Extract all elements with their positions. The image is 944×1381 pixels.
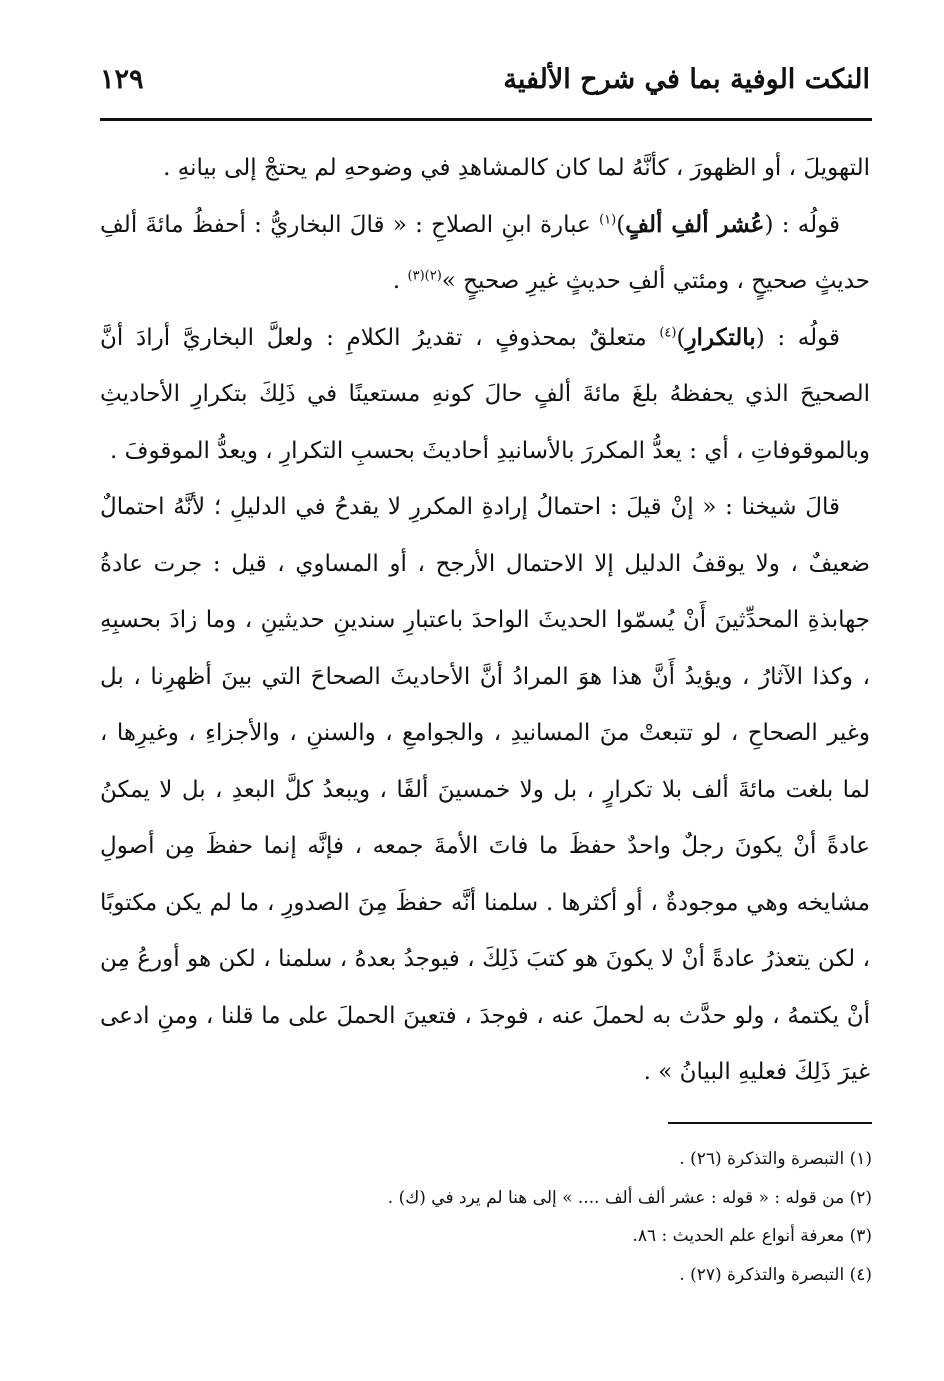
header-rule [100, 118, 872, 121]
footnote-ref: (١) [599, 211, 617, 227]
footnote-3: (٣) معرفة أنواع علم الحديث : ٨٦. [632, 1226, 872, 1246]
paragraph-1: التهويلَ ، أو الظهورَ ، كأنَّهُ لما كان كالمشاهدِ في وضوحهِ لم يحتجْ إلى بيانهِ . [163, 155, 870, 181]
paragraph-2-end: . [392, 268, 408, 294]
footnote-ref: (٢)(٣) [407, 268, 442, 284]
paragraph-2-text: عبارة ابنِ الصلاحِ : « قالَ البخاريُّ : أحفظُ مائةَ ألفِ حديثٍ صحيحٍ ، ومئتي ألفِ حديثٍ غيرِ صحيحٍ » [100, 211, 870, 294]
running-title: النكت الوفية بما في شرح الألفية [503, 64, 870, 95]
paragraph-4: قالَ شيخنا : « إنْ قيلَ : احتمالُ إرادةِ المكررِ لا يقدحُ في الدليلِ ؛ لأنَّهُ احتمالٌ ضعيفٌ ، ولا يوقفُ الدليل إلا الاحتمال الأرجح ، أو المساوي ، قيل : جرت عادةُ جهابذةِ المحدِّثينَ أَنْ يُسمّوا الحديثَ الواحدَ باعتبارِ سندينِ حديثينِ ، وما زادَ بحسبِهِ ، وكذا الآثارُ ، ويؤيدُ أَنَّ هذا هوَ المرادُ أنَّ الأحاديثَ الصحاحَ التي بينَ أظهرِنا ، بل وغير الصحاحِ ، لو تتبعتْ منَ المسانيدِ ، والجوامعِ ، والسننِ ، والأجزاءِ ، وغيرِها ، لما بلغت مائةَ ألف بلا تكرارٍ ، بل ولا خمسينَ ألفًا ، ويبعدُ كلَّ البعدِ ، بل لا يمكنُ عادةً أنْ يكونَ رجلٌ واحدٌ حفظَ ما فاتَ الأمةَ جمعه ، فإنَّه إنما حفظَ مِن أصولِ مشايخه وهي موجودةٌ ، أو أكثرها . سلمنا أنَّه حفظَ مِنَ الصدورِ ، ما لم يكن مكتوبًا ، لكن يتعذرُ عادةً أنْ لا يكونَ هو كتبَ ذَلِكَ ، فيوجدُ بعدهُ ، سلمنا ، لكن هو أورعُ مِن أنْ يكتمهُ ، ولو حدَّث به لحملَ عنه ، فوجدَ ، فتعينَ الحملَ على ما قلنا ، ومنِ ادعى غيرَ ذَلِكَ فعليهِ البيانُ » . [100, 494, 870, 1085]
lemma-intro: قولُه : ( [764, 211, 840, 238]
page-number: ١٢٩ [100, 64, 144, 95]
lemma-intro: قولُه : ( [755, 324, 841, 351]
footnote-4: (٤) التبصرة والتذكرة (٢٧) . [679, 1264, 872, 1285]
lemma-text: عُشر ألفِ ألفٍ [625, 210, 765, 238]
footnote-1: (١) التبصرة والتذكرة (٢٦) . [679, 1149, 872, 1169]
footnotes [100, 1140, 872, 1294]
footnote-2: (٢) من قوله : « قوله : عشر ألف ألف .... » إلى هنا لم يرد في (ك) . [387, 1187, 872, 1208]
paragraph-3: قولُه : (بالتكرارِ)$^{(٤)}$ متعلقٌ بمحذوفٍ ، تقديرُ الكلامِ : ولعلَّ البخاريَّ أرادَ أنَّ الصحيحَ الذي يحفظهُ بلغَ مائةَ ألفٍ حالَ كونهِ مستعينًا في ذَلِكَ بتكرارِ الأحاديثِ وبالموقوفاتِ ، أي : يعدُّ المكررَ بالأسانيدِ أحاديثَ بحسبِ التكرارِ ، ويعدُّ الموقوفَ . [100, 323, 870, 464]
page-header [100, 62, 870, 112]
paragraph-2: قولُه : (عُشر ألفِ ألفٍ)$^{(١)}$ عبارة ابنِ الصلاحِ : « قالَ البخاريُّ : أحفظُ مائةَ ألفِ حديثٍ صحيحٍ ، ومئتي ألفِ حديثٍ غيرِ صحيحٍ »$^{(٢)(٣)}$ . [100, 210, 870, 294]
paragraph-3-text: متعلقٌ بمحذوفٍ ، تقديرُ الكلامِ : ولعلَّ البخاريَّ أرادَ أنَّ الصحيحَ الذي يحفظهُ بلغَ مائةَ ألفٍ حالَ كونهِ مستعينًا في ذَلِكَ بتكرارِ الأحاديثِ وبالموقوفاتِ ، أي : يعدُّ المكررَ بالأسانيدِ أحاديثَ بحسبِ التكرارِ ، ويعدُّ الموقوفَ . [100, 324, 870, 464]
footnote-ref: (٤) [659, 324, 677, 340]
lemma-text: بالتكرارِ [685, 323, 756, 351]
footnote-rule [668, 1122, 872, 1124]
main-text [100, 140, 870, 1101]
